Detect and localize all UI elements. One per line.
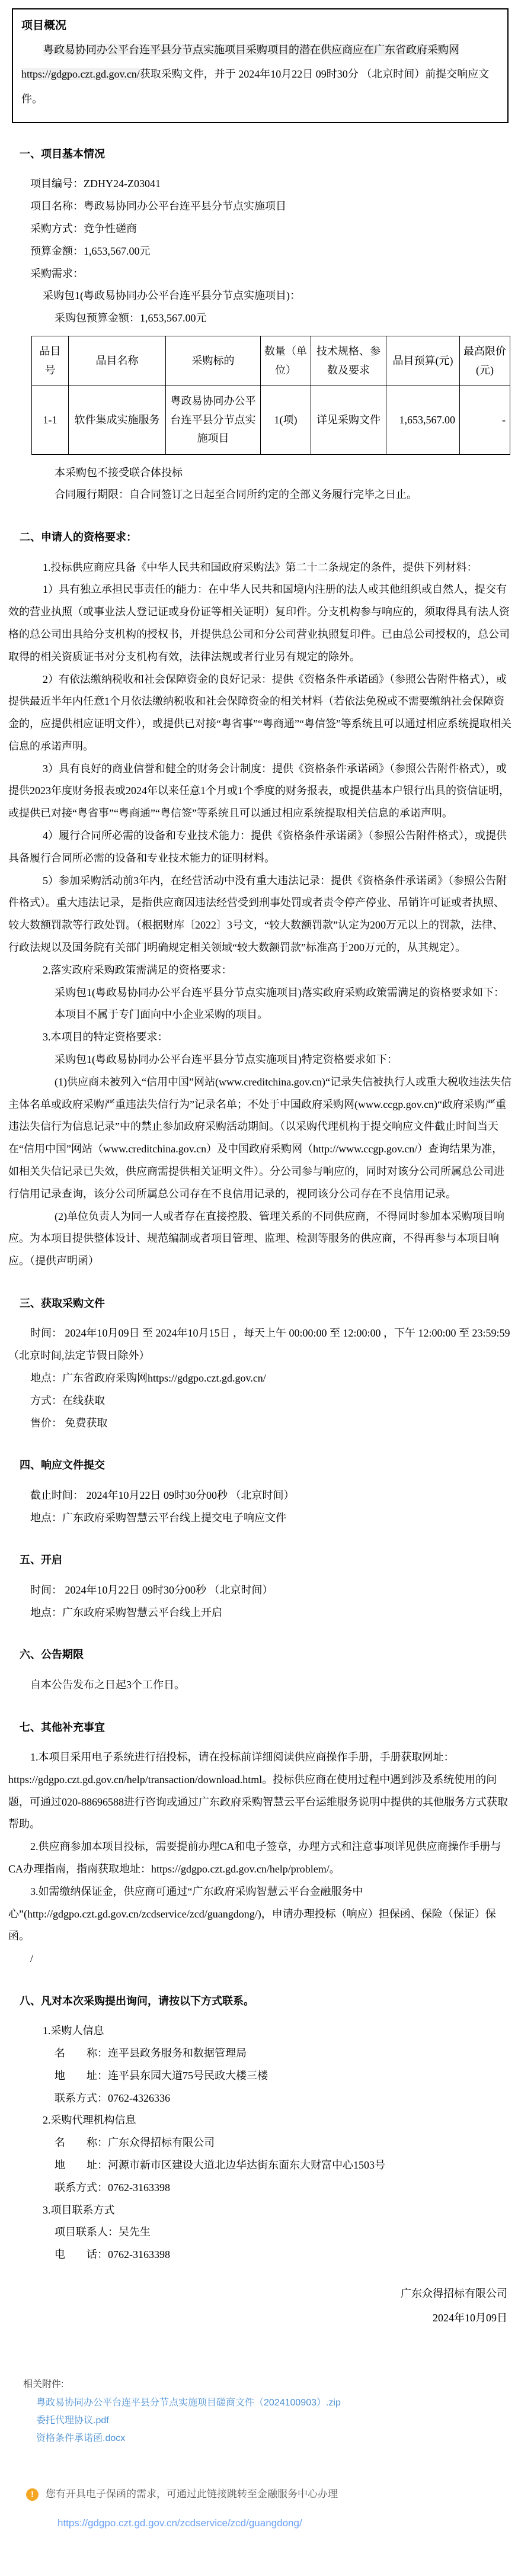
project-name: 项目名称：粤政易协同办公平台连平县分节点实施项目 xyxy=(30,200,286,213)
package-title: 采购包1(粤政易协同办公平台连平县分节点实施项目)： xyxy=(43,290,300,302)
package-budget: 采购包预算金额：1,653,567.00元 xyxy=(55,312,207,325)
opening-place: 地点：广东政府采购智慧云平台线上开启 xyxy=(30,1606,222,1618)
qualification-item-2-2: 本项目不属于专门面向中小企业采购的项目。 xyxy=(55,1008,268,1021)
supplement-item-3: 3.如需缴纳保证金，供应商可通过“广东政府采购智慧云平台金融服务中心”(http://gdgpo.czt.gd.gov.cn/zcdservice/zcd/guangdong/)，申请办理投标（响应）担保函、保险（保证）保函。 xyxy=(8,1885,496,1942)
overview-text: 获取采购文件，并于 2024年10月22日 09时30分 （北京时间）前提交响应文件。 xyxy=(21,68,490,105)
attachment-link-pdf[interactable]: 委托代理协议.pdf xyxy=(36,2416,109,2426)
doc-obtain-price: 售价： 免费获取 xyxy=(30,1417,108,1429)
doc-obtain-time: 时间： 2024年10月09日 至 2024年10月15日 ，每天上午 00:00:00 至 12:00:00 ，下午 12:00:00 至 23:59:59（北京时间,法定节假日除外） xyxy=(8,1327,510,1362)
qualification-item-1-5: 5）参加采购活动前3年内，在经营活动中没有重大违法记录：提供《资格条件承诺函》（参照公告附件格式）。重大违法记录，是指供应商因违法经营受到刑事处罚或者责令停产停业、吊销许可证或者执照、较大数额罚款等行政处罚。（根据财库〔2022〕3号文，“较大数额罚款”认定为200万元以上的罚款，法律、行政法规以及国务院有关部门明确规定相关领域“较大数额罚款”标准高于200万元的，从其规定）。 xyxy=(8,874,507,954)
project-number: 项目编号：ZDHY24-Z03041 xyxy=(30,178,161,190)
qualification-item-2: 2.落实政府采购政策需满足的资格要求： xyxy=(43,963,232,976)
opening-time: 时间： 2024年10月22日 09时30分00秒 （北京时间） xyxy=(30,1583,273,1596)
supplement-item-2: 2.供应商参加本项目投标，需要提前办理CA和电子签章，办理方式和注意事项详见供应商操作手册与CA办理指南，指南获取地址：https://gdgpo.czt.gd.gov.cn/help/problem/。 xyxy=(8,1841,501,1875)
cell-price-cap: - xyxy=(460,386,510,455)
qualification-item-1-3: 3）具有良好的商业信誉和健全的财务会计制度：提供《资格条件承诺函》（参照公告附件格式），或提供2023年度财务报表或2024年以来任意1个月或1个季度的财务报表，或提供基本户银行出具的资信证明，或提供已对接“粤省事”“粤商通”“粤信签”等系统且可以通过相应系统提取相关信息的承诺声明。 xyxy=(8,762,510,820)
notice-link-row xyxy=(26,2512,513,2535)
budget-amount: 预算金额：1,653,567.00元 xyxy=(30,245,151,257)
section-1-heading: 一、项目基本情况 xyxy=(20,148,105,160)
items-table xyxy=(31,336,510,455)
attachment-link-zip[interactable]: 粤政易协同办公平台连平县分节点实施项目磋商文件（2024100903）.zip xyxy=(36,2398,341,2408)
announcement-period: 自本公告发布之日起3个工作日。 xyxy=(30,1678,185,1691)
section-6-heading: 六、公告期限 xyxy=(20,1649,84,1661)
agent-contact: 联系方式：0762-3163398 xyxy=(55,2181,170,2193)
project-overview-box xyxy=(12,8,509,123)
no-joint-bid-note: 本采购包不接受联合体投标 xyxy=(55,466,183,478)
qualification-item-1-2: 2）有依法缴纳税收和社会保障资金的良好记录：提供《资格条件承诺函》（参照公告附件格式），或提供最近半年内任意1个月依法缴纳税收和社会保障资金的相关材料（若依法免税或不需要缴纳社会保障资金的，应提供相应证明文件），或提供已对接“粤省事”“粤商通”“粤信签”等系统且可以通过相应系统提取相关信息的承诺声明。 xyxy=(8,673,511,752)
section-5-heading: 五、开启 xyxy=(20,1554,62,1566)
qualification-item-1-1: 1）具有独立承担民事责任的能力：在中华人民共和国境内注册的法人或其他组织或自然人，提交有效的营业执照（或事业法人登记证或身份证等相关证明）复印件。分支机构参与响应的，须取得具有法人资格的总公司出具给分支机构的授权书，并提供总公司和分公司营业执照复印件。已由总公司授权的，总公司取得的相关资质证书对分支机构有效，法律法规或者行业另有规定的除外。 xyxy=(8,583,510,663)
qualification-item-1: 1.投标供应商应具备《中华人民共和国政府采购法》第二十二条规定的条件，提供下列材料： xyxy=(43,561,478,573)
attachment-link-docx[interactable]: 资格条件承诺函.docx xyxy=(36,2433,126,2443)
notice-row xyxy=(26,2484,513,2505)
col-header-price-cap: 最高限价(元) xyxy=(460,336,510,386)
overview-highlighted-text: 粤政易协同办公平台连平县分节点实施项目采购项目的潜在供应商应在广东省政府采购网https://gdgpo.czt.gd.gov.cn/ xyxy=(21,43,459,81)
overview-paragraph xyxy=(21,38,499,111)
items-table-row xyxy=(32,386,510,455)
attachments-section xyxy=(23,2377,513,2447)
response-place: 地点：广东政府采购智慧云平台线上提交电子响应文件 xyxy=(30,1511,286,1524)
response-deadline: 截止时间： 2024年10月22日 09时30分00秒 （北京时间） xyxy=(30,1489,295,1501)
section-7-heading: 七、其他补充事宜 xyxy=(20,1721,105,1733)
qualification-item-3-3: (2)单位负责人为同一人或者存在直接控股、管理关系的不同供应商，不得同时参加本采购项目响应。为本项目提供整体设计、规范编制或者项目管理、监理、检测等服务的供应商，不得再参与本项目响应。（提供声明函） xyxy=(8,1210,504,1267)
qualification-item-1-4: 4）履行合同所必需的设备和专业技术能力：提供《资格条件承诺函》（参照公告附件格式），或提供具备履行合同所必需的设备和专业技术能力的证明材料。 xyxy=(8,830,507,864)
notice-text: 您有开具电子保函的需求，可通过此链接跳转至金融服务中心办理 xyxy=(46,2488,338,2500)
project-contact-person: 项目联系人：吴先生 xyxy=(55,2226,151,2238)
signature-block xyxy=(8,2282,513,2331)
qualification-item-3-2: (1)供应商未被列入“信用中国”网站(www.creditchina.gov.cn)“记录失信被执行人或重大税收违法失信主体名单或政府采购严重违法失信行为”记录名单；不处于中国政府采购网(www.ccgp.gov.cn)“政府采购严重违法失信行为信息记录”中的禁止参加政府采购活动期间。（以采购代理机构于提交响应文件截止时间当天在“信用中国”网站（www.creditchina.gov.cn）及中国政府采购网（http://www.ccgp.gov.cn/）查询结果为准，如相关失信记录已失效，供应商需提供相关证明文件）。分公司参与响应的，同时对该分公司所属总公司进行信用记录查询，该分公司所属总公司存在不良信用记录的，视同该分公司存在不良信用记录。 xyxy=(8,1075,512,1200)
buyer-contact: 联系方式：0762-4326336 xyxy=(55,2092,170,2104)
doc-obtain-place: 地点：广东省政府采购网https://gdgpo.czt.gd.gov.cn/ xyxy=(30,1372,266,1384)
contract-term: 合同履行期限：自合同签订之日起至合同所约定的全部义务履行完毕之日止。 xyxy=(55,489,417,501)
cell-specs: 详见采购文件 xyxy=(311,386,386,455)
project-contact-phone: 电 话：0762-3163398 xyxy=(55,2249,170,2261)
section-2-heading: 二、申请人的资格要求： xyxy=(20,531,137,544)
agent-address: 地 址：河源市新市区建设大道北边华达街东面东大财富中心1503号 xyxy=(55,2159,385,2172)
col-header-subject: 采购标的 xyxy=(166,336,261,386)
section-3-heading: 三、获取采购文件 xyxy=(20,1297,105,1310)
buyer-name: 名 称：连平县政务服务和数据管理局 xyxy=(55,2047,247,2060)
exclamation-icon: ! xyxy=(26,2488,39,2501)
cell-subject: 粤政易协同办公平台连平县分节点实施项目 xyxy=(166,386,261,455)
cell-quantity: 1(项) xyxy=(261,386,311,455)
supplement-item-1: 1.本项目采用电子系统进行招投标，请在投标前详细阅读供应商操作手册，手册获取网址：https://gdgpo.czt.gd.gov.cn/help/transaction/download.html。投标供应商在使用过程中遇到涉及系统使用的问题，可通过020-88696588进行咨询或通过广东政府采购智慧云平台运维服务说明中提供的其他服务方式获取帮助。 xyxy=(8,1750,508,1830)
col-header-item-budget: 品目预算(元) xyxy=(386,336,460,386)
supplement-item-4: / xyxy=(30,1952,34,1965)
bottom-spacer xyxy=(8,2535,513,2576)
buyer-address: 地 址：连平县东园大道75号民政大楼三楼 xyxy=(55,2069,268,2082)
col-header-item-no: 品目号 xyxy=(32,336,69,386)
qualification-item-2-1: 采购包1(粤政易协同办公平台连平县分节点实施项目)落实政府采购政策需满足的资格要求如下： xyxy=(55,986,504,998)
section-8-heading: 八、凡对本次采购提出询问，请按以下方式联系。 xyxy=(20,1994,254,2007)
cell-item-name: 软件集成实施服务 xyxy=(69,386,166,455)
doc-obtain-way: 方式：在线获取 xyxy=(30,1394,105,1406)
qualification-item-3-1: 采购包1(粤政易协同办公平台连平县分节点实施项目)特定资格要求如下： xyxy=(55,1053,398,1066)
signature-company: 广东众得招标有限公司 xyxy=(401,2288,507,2300)
cell-item-budget: 1,653,567.00 xyxy=(386,386,460,455)
signature-date: 2024年10月09日 xyxy=(433,2312,507,2324)
procurement-method: 采购方式：竞争性磋商 xyxy=(30,223,137,235)
section-4-heading: 四、响应文件提交 xyxy=(20,1459,105,1472)
buyer-info-label: 1.采购人信息 xyxy=(43,2025,104,2037)
project-contact-label: 3.项目联系方式 xyxy=(43,2204,115,2216)
col-header-item-name: 品目名称 xyxy=(69,336,166,386)
demand-label: 采购需求： xyxy=(30,267,84,280)
items-table-header-row xyxy=(32,336,510,386)
attachments-label: 相关附件: xyxy=(23,2379,64,2389)
qualification-item-3: 3.本项目的特定资格要求： xyxy=(43,1031,168,1043)
col-header-specs: 技术规格、参数及要求 xyxy=(311,336,386,386)
cell-item-no: 1-1 xyxy=(32,386,69,455)
guarantee-notice xyxy=(26,2484,513,2534)
agent-info-label: 2.采购代理机构信息 xyxy=(43,2114,136,2127)
overview-title: 项目概况 xyxy=(21,20,67,32)
agent-name: 名 称：广东众得招标有限公司 xyxy=(55,2137,215,2149)
financial-service-link[interactable]: https://gdgpo.czt.gd.gov.cn/zcdservice/zcd/guangdong/ xyxy=(57,2517,302,2529)
attachments-list xyxy=(36,2394,513,2447)
col-header-quantity: 数量（单位） xyxy=(261,336,311,386)
